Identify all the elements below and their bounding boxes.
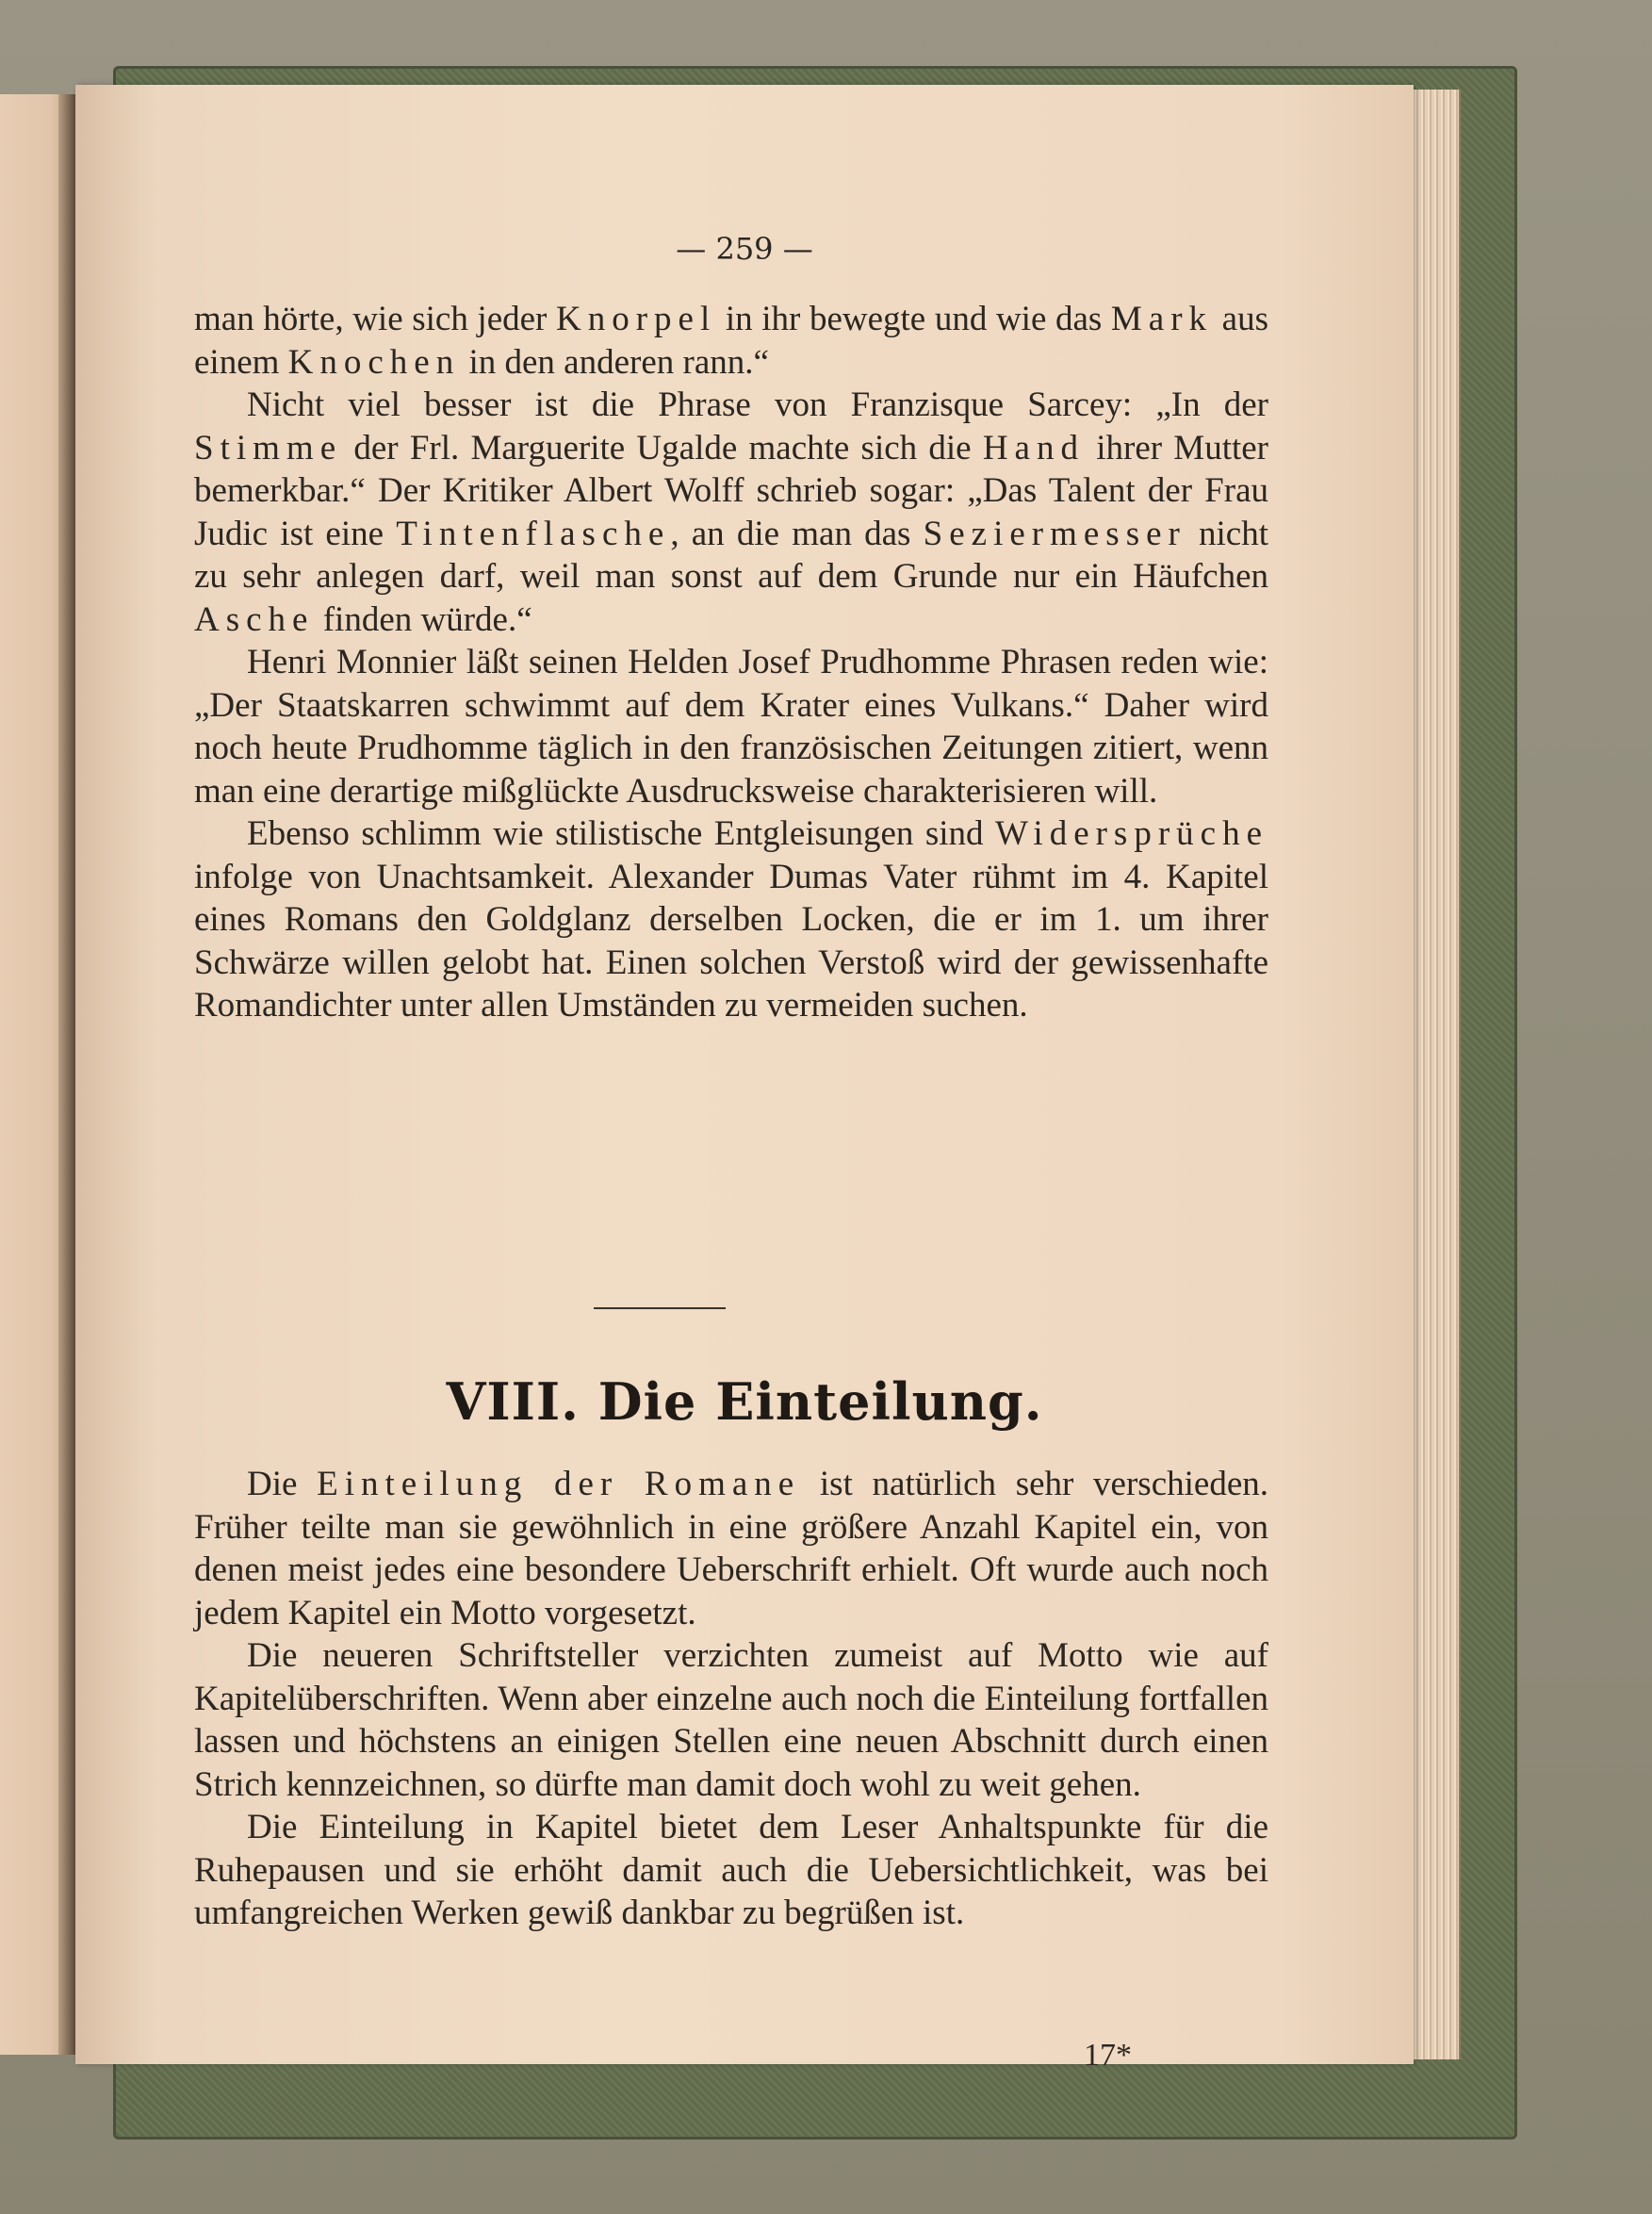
emphasized-word: Widersprüche [994, 814, 1268, 853]
paragraph: Henri Monnier läßt seinen Helden Josef Prudhomme Phrasen reden wie: „Der Staatskarren schwimmt auf dem Krater eines Vulkans.“ Daher wird noch heute Prudhomme täglich in den französischen Zeitungen zitiert, wenn man eine derartige mißglückte Ausdrucksweise charakterisieren will. [194, 643, 1268, 811]
text-run: in den anderen rann.“ [460, 342, 769, 382]
page-number: — 259 — [676, 231, 813, 267]
text-run: man hörte, wie sich jeder [194, 300, 556, 338]
paragraph [194, 384, 1268, 641]
chapter-title: VIII. Die Einteilung. [446, 1371, 1043, 1432]
section-divider-rule [594, 1307, 726, 1309]
text-run: ihrer Mutter bemerkbar.“ Der Kritiker Albert Wolff schrieb sogar: „Das Talent der Frau Judic ist eine [194, 428, 1268, 553]
text-block-lower [194, 1463, 1268, 1935]
paragraph: Die neueren Schriftsteller verzichten zumeist auf Motto wie auf Kapitelüberschriften. Wenn aber einzelne auch noch die Einteilung fortfallen lassen und höchstens an einigen Stellen eine neuen Abschnitt durch einen Strich kennzeichnen, so dürfte man damit doch wohl zu weit gehen. [194, 1636, 1268, 1804]
text-run: nicht zu sehr anlegen darf, weil man sonst auf dem Grunde nur ein Häufchen [194, 514, 1269, 596]
paragraph [194, 1463, 1268, 1634]
text-run: aus einem [194, 300, 1268, 382]
text-block-upper [194, 298, 1268, 1027]
emphasized-word: Mark [1110, 300, 1214, 338]
text-run: Nicht viel besser ist die Phrase von Franzisque Sarcey: „In der [247, 385, 1268, 424]
text-run: der Frl. Marguerite Ugalde machte sich die [342, 428, 983, 467]
emphasized-word: Knochen [287, 342, 461, 382]
text-run: , an die man das [670, 514, 924, 553]
text-run: finden würde.“ [314, 599, 532, 639]
emphasized-word: Einteilung der Romane [317, 1465, 801, 1503]
text-run: Ebenso schlimm wie stilistische Entgleisungen sind [247, 814, 995, 853]
signature-mark: 17* [1084, 2038, 1132, 2073]
emphasized-word: Knorpel [556, 300, 717, 338]
text-run: in ihr bewegte und wie das [716, 300, 1111, 338]
emphasized-word: Asche [194, 599, 315, 639]
paragraph: Die Einteilung in Kapitel bietet dem Leser Anhaltspunkte für die Ruhepausen und sie erhöht damit auch die Uebersichtlichkeit, was bei umfangreichen Werken gewiß dankbar zu begrüßen ist. [194, 1808, 1268, 1932]
text-run: Die [247, 1465, 318, 1503]
paragraph [194, 812, 1268, 1027]
text-run: infolge von Unachtsamkeit. Alexander Dumas Vater rühmt im 4. Kapitel eines Romans den Goldglanz derselben Locken, die er im 1. um ihrer Schwärze willen gelobt hat. Einen solchen Verstoß wird der gewissenhafte Romandichter unter allen Umständen zu vermeiden suchen. [194, 857, 1268, 1025]
emphasized-word: Stimme [194, 428, 343, 467]
emphasized-word: Seziermesser [923, 514, 1186, 553]
paragraph [194, 298, 1268, 384]
emphasized-word: Hand [982, 428, 1085, 467]
book-page [75, 85, 1414, 2073]
text-run: ist natürlich sehr verschieden. Früher teilte man sie gewöhnlich in eine größere Anzahl Kapitel ein, von denen meist jedes eine besondere Ueberschrift erhielt. Oft wurde auch noch jedem Kapitel ein Motto vorgesetzt. [194, 1465, 1268, 1632]
emphasized-word: Tintenflasche [396, 514, 671, 553]
